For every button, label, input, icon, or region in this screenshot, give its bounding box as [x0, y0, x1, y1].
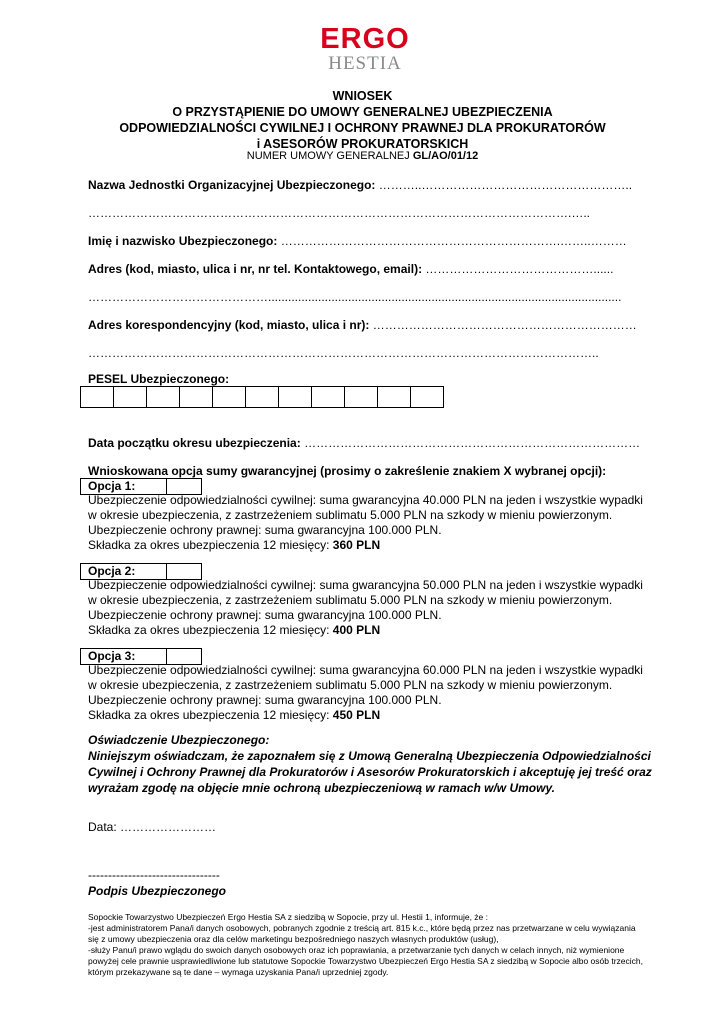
- option-2-description: [88, 578, 648, 638]
- option-1-premium-value: 360 PLN: [332, 538, 381, 552]
- option-1-premium-label: Składka za okres ubezpieczenia 12 miesięcy:: [88, 538, 333, 552]
- correspondence-address-row: [88, 318, 637, 332]
- start-date-field[interactable]: …………………………………………………………………………: [304, 436, 641, 450]
- signature-line[interactable]: ---------------------------------: [88, 868, 220, 882]
- option-2-premium: [88, 623, 648, 638]
- privacy-notice: Sopockie Towarzystwo Ubezpieczeń Ergo Hestia SA z siedzibą w Sopocie, przy ul. Hestii 1, informuje, że : -jest administratorem Pana/i danych osobowych, pobranych zgodnie z treścią art. 815 k.c., które będą przez nas przetwarzane w celu wywiązania się z umowy ubezpieczenia oraz dla celów marketingu bezpośredniego naszych własnych produktów (usług), -służy Panu/i prawo wglądu do swoich danych osobowych oraz ich poprawiania, a przetwarzanie tych danych w celach innych, niż wymienione powyżej cele prawnie usprawiedliwione lub statutowe Sopockie Towarzystwo Ubezpieczeń Ergo Hestia SA z siedzibą w Sopocie albo osób trzecich, którym przekazywane są te dane – wymaga uzyskania Pana/i uprzedniej zgody.: [88, 912, 643, 977]
- insured-name-row: [88, 234, 627, 248]
- unit-name-field[interactable]: ………..……………………………………………..: [378, 178, 633, 192]
- correspondence-address-field-2[interactable]: ………………………………………………………………………………………………………………..: [88, 346, 599, 360]
- declaration-text: Niniejszym oświadczam, że zapoznałem się z Umową Generalną Ubezpieczenia Odpowiedzialności Cywilnej i Ochrony Prawnej dla Prokuratorów i Asesorów Prokuratorskich i akceptuję jej treść oraz wyrażam zgodę na objęcie mnie ochroną ubezpieczeniową w ramach w/w Umowy.: [88, 749, 652, 795]
- option-3-text: Ubezpieczenie odpowiedzialności cywilnej: suma gwarancyjna 60.000 PLN na jeden i wszystkie wypadki w okresie ubezpieczenia, z zastrzeżeniem sublimatu 5.000 PLN na szkody w mieniu powierzonym. Ubezpieczenie ochrony prawnej: suma gwarancyjna 100.000 PLN.: [88, 663, 643, 707]
- pesel-label: PESEL Ubezpieczonego:: [88, 372, 230, 386]
- option-3-premium: [88, 708, 648, 723]
- pesel-grid: [80, 386, 444, 408]
- option-3-description: [88, 663, 648, 723]
- agreement-number-label: NUMER UMOWY GENERALNEJ: [246, 150, 413, 162]
- pesel-digit-cell[interactable]: [378, 386, 411, 408]
- title-line-2: O PRZYSTĄPIENIE DO UMOWY GENERALNEJ UBEZPIECZENIA: [172, 105, 553, 119]
- pesel-digit-cell[interactable]: [345, 386, 378, 408]
- option-1-label: Opcja 1:: [80, 478, 167, 495]
- document-title: [0, 88, 725, 152]
- ergo-hestia-logo: [300, 24, 430, 74]
- pesel-digit-cell[interactable]: [411, 386, 444, 408]
- title-line-3: ODPOWIEDZIALNOŚCI CYWILNEJ I OCHRONY PRAWNEJ DLA PROKURATORÓW: [119, 121, 606, 135]
- pesel-digit-cell[interactable]: [147, 386, 180, 408]
- option-2-text: Ubezpieczenie odpowiedzialności cywilnej: suma gwarancyjna 50.000 PLN na jeden i wszystkie wypadki w okresie ubezpieczenia, z zastrzeżeniem sublimatu 5.000 PLN na szkody w mieniu powierzonym. Ubezpieczenie ochrony prawnej: suma gwarancyjna 100.000 PLN.: [88, 578, 643, 622]
- option-2-premium-label: Składka za okres ubezpieczenia 12 miesięcy:: [88, 623, 333, 637]
- pesel-digit-cell[interactable]: [312, 386, 345, 408]
- unit-name-row: [88, 178, 632, 192]
- title-line-4: i ASESORÓW PROKURATORSKICH: [256, 137, 469, 151]
- option-3-premium-value: 450 PLN: [332, 708, 381, 722]
- start-date-row: [88, 436, 640, 450]
- pesel-digit-cell[interactable]: [213, 386, 246, 408]
- insured-name-label: Imię i nazwisko Ubezpieczonego:: [88, 234, 278, 248]
- pesel-digit-cell[interactable]: [180, 386, 213, 408]
- unit-name-field-2[interactable]: ………………………………………………………………………………………………………….…..: [88, 206, 591, 220]
- address-row: [88, 262, 613, 276]
- declaration: [88, 732, 668, 796]
- agreement-number-value: GL/AO/01/12: [412, 150, 479, 162]
- declaration-title: Oświadczenie Ubezpieczonego:: [88, 733, 270, 747]
- pesel-digit-cell[interactable]: [81, 386, 114, 408]
- pesel-digit-cell[interactable]: [114, 386, 147, 408]
- option-3-label: Opcja 3:: [80, 648, 167, 665]
- pesel-digit-cell[interactable]: [279, 386, 312, 408]
- address-field[interactable]: ……………………………………......: [425, 262, 614, 276]
- logo-ergo-text: ERGO: [320, 23, 410, 55]
- start-date-label: Data początku okresu ubezpieczenia:: [88, 436, 301, 450]
- date-field[interactable]: Data: ……………………: [88, 820, 217, 834]
- logo-hestia-text: HESTIA: [328, 53, 402, 74]
- option-1-text: Ubezpieczenie odpowiedzialności cywilnej: suma gwarancyjna 40.000 PLN na jeden i wszystkie wypadki w okresie ubezpieczenia, z zastrzeżeniem sublimatu 5.000 PLN na szkody w mieniu powierzonym. Ubezpieczenie ochrony prawnej: suma gwarancyjna 100.000 PLN.: [88, 493, 643, 537]
- option-3-premium-label: Składka za okres ubezpieczenia 12 miesięcy:: [88, 708, 333, 722]
- pesel-digit-cell[interactable]: [246, 386, 279, 408]
- title-line-1: WNIOSEK: [332, 89, 393, 103]
- insured-name-field[interactable]: …………………………………………………………….……..………: [280, 234, 627, 248]
- option-2-premium-value: 400 PLN: [332, 623, 381, 637]
- agreement-number: [0, 150, 725, 162]
- option-1-premium: [88, 538, 648, 553]
- option-1-description: [88, 493, 648, 553]
- unit-name-label: Nazwa Jednostki Organizacyjnej Ubezpieczonego:: [88, 178, 376, 192]
- address-field-2[interactable]: ………………………………………..........................................................................................................: [88, 290, 622, 304]
- address-label: Adres (kod, miasto, ulica i nr, nr tel. Kontaktowego, email):: [88, 262, 423, 276]
- option-question: Wnioskowana opcja sumy gwarancyjnej (prosimy o zakreślenie znakiem X wybranej opcji):: [88, 464, 607, 478]
- correspondence-address-field[interactable]: …………………………………………………………: [372, 318, 637, 332]
- signature-caption: Podpis Ubezpieczonego: [88, 884, 227, 898]
- correspondence-address-label: Adres korespondencyjny (kod, miasto, ulica i nr):: [88, 318, 370, 332]
- option-2-label: Opcja 2:: [80, 563, 167, 580]
